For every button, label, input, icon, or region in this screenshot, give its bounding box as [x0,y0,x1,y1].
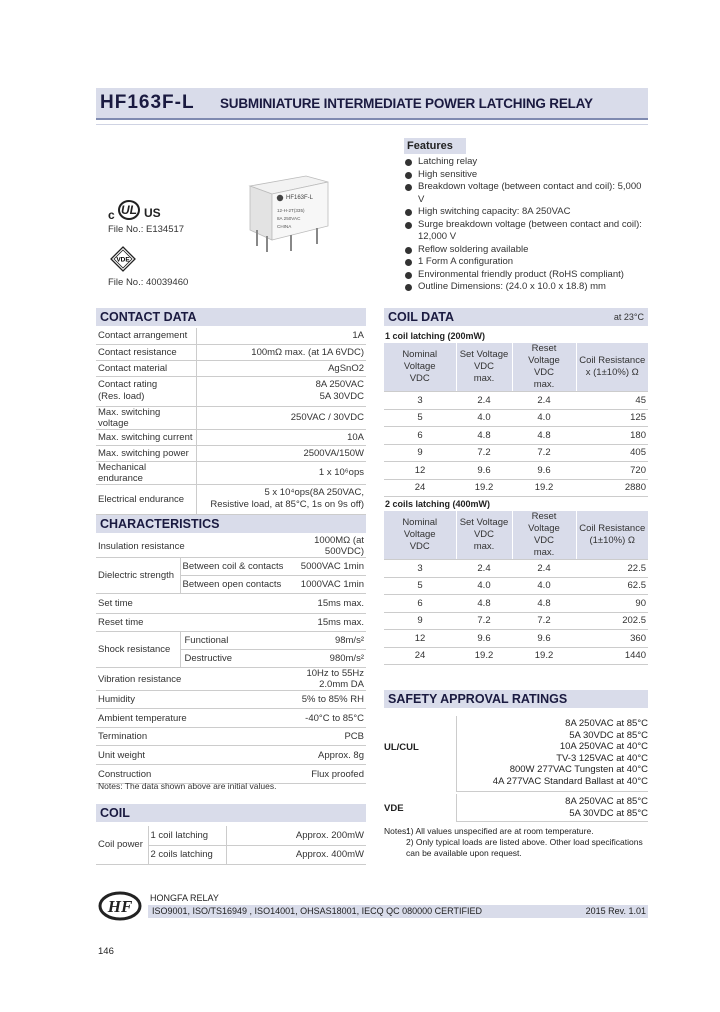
ul-ratings: 8A 250VAC at 85°C 5A 30VDC at 85°C 10A 250VAC at 40°C TV-3 125VAC at 40°C 800W 277VAC Tungsten at 40°C 4A 277VAC Standard Ballast at 40°C [456,716,648,792]
features-list [404,156,648,294]
feature-item: High switching capacity: 8A 250VAC [404,206,648,219]
characteristics-table: Insulation resistance 1000MΩ (at 500VDC) Dielectric strength Between coil & contacts 5000VAC 1min Between open contacts 1000VAC 1min Set time 15ms max. Reset time 15ms max. Shock resistance Functional 98m/s² Destructive 980m/s² Vibration resistance 10Hz to 55Hz 2.0mm DA Humidity 5% to 85% RH Ambient temperature -40°C to 85°C Termination PCB Unit weight Approx. 8g Construction Flux proofed [96,535,366,784]
vde-file-number: File No.: 40039460 [108,277,189,288]
table-row: 9 7.2 7.2 202.5 [384,612,648,630]
relay-label-2: 12-H-2T(335) [277,208,305,213]
relay-label-1: HF163F-L [286,195,314,201]
feature-item: High sensitive [404,169,648,182]
coil-heading: COIL [96,804,366,822]
feature-item: Breakdown voltage (between contact and coil): 5,000 V [404,181,648,206]
model-number: HF163F-L [100,92,195,113]
feature-item: 1 Form A configuration [404,256,648,269]
relay-label-4: CHINA [277,224,292,229]
features-title: Features [404,138,466,154]
two-coil-title: 2 coils latching (400mW) [385,499,491,509]
table-row: 24 19.2 19.2 2880 [384,479,648,497]
feature-item: Surge breakdown voltage (between contact and coil): 12,000 V [404,219,648,244]
table-row: 5 4.0 4.0 125 [384,409,648,427]
table-row: 6 4.8 4.8 180 [384,427,648,445]
table-row: 3 2.4 2.4 45 [384,392,648,410]
table-row: 24 19.2 19.2 1440 [384,647,648,665]
table-row: 3 2.4 2.4 22.5 [384,560,648,578]
table-row: 6 4.8 4.8 90 [384,595,648,613]
company-name: HONGFA RELAY [150,893,219,903]
ul-logo: c UL US [108,198,178,222]
header-divider [96,124,648,125]
table-row: 12 9.6 9.6 360 [384,630,648,648]
footer-revision: 2015 Rev. 1.01 [585,906,646,916]
feature-item: Latching relay [404,156,648,169]
characteristics-note: Notes: The data shown above are initial values. [98,781,277,791]
vde-ratings: 8A 250VAC at 85°C 5A 30VDC at 85°C [456,794,648,822]
hongfa-logo [98,890,146,922]
relay-label-3: 8A 250VAC [277,216,301,221]
page-number: 146 [98,946,114,957]
contact-data-heading: CONTACT DATA [96,308,366,326]
page-title: SUBMINIATURE INTERMEDIATE POWER LATCHING RELAY [220,95,593,111]
table-row: 5 4.0 4.0 62.5 [384,577,648,595]
safety-heading: SAFETY APPROVAL RATINGS [384,690,648,708]
footer-certifications: ISO9001, ISO/TS16949 , ISO14001, OHSAS18001, IECQ QC 080000 CERTIFIED [152,906,483,916]
feature-item: Reflow soldering available [404,244,648,257]
safety-notes: Notes: 1) All values unspecified are at room temperature. 2) Only typical loads are listed above. Other load specifications can be available upon request. [384,826,643,858]
characteristics-heading: CHARACTERISTICS [96,515,366,533]
svg-text:VDE: VDE [116,256,130,264]
coil-data-temperature: at 23°C [613,312,644,322]
vde-label: VDE [384,803,404,814]
relay-photo [246,168,332,258]
ul-cul-label: UL/CUL [384,742,419,753]
one-coil-table: Nominal Voltage VDC Set Voltage VDC max. Reset Voltage VDC max. Coil Resistance x (1±10%) Ω 3 2.4 2.4 45 5 4.0 4.0 125 6 4.8 4.8 180 9 7.2 7.2 405 12 9.6 9.6 720 24 19.2 19.2 2880 [384,343,648,497]
vde-logo [110,246,136,272]
table-row: 9 7.2 7.2 405 [384,444,648,462]
ul-file-number: File No.: E134517 [108,224,185,235]
page-header [96,88,648,120]
feature-item: Outline Dimensions: (24.0 x 10.0 x 18.8) mm [404,281,648,294]
two-coil-table: Nominal Voltage VDC Set Voltage VDC max. Reset Voltage VDC max. Coil Resistance (1±10%) Ω 3 2.4 2.4 22.5 5 4.0 4.0 62.5 6 4.8 4.8 90 9 7.2 7.2 202.5 12 9.6 9.6 360 24 19.2 19.2 1440 [384,511,648,665]
svg-text:HF: HF [107,897,133,916]
coil-data-heading: COIL DATA at 23°C [384,308,648,326]
feature-item: Environmental friendly product (RoHS compliant) [404,269,648,282]
table-row: 12 9.6 9.6 720 [384,462,648,480]
coil-table: Coil power 1 coil latching Approx. 200mW 2 coils latching Approx. 400mW [96,826,366,865]
contact-data-table: Contact arrangement 1A Contact resistance 100mΩ max. (at 1A 6VDC) Contact material AgSnO2 Contact rating (Res. load) 8A 250VAC 5A 30VDC Max. switching voltage 250VAC / 30VDC Max. switching current 10A Max. switching power 2500VA/150W Mechanical endurance 1 x 10⁶ops Electrical endurance 5 x 10⁴ops(8A 250VAC, Resistive load, at 85°C, 1s on 9s off) [96,328,366,515]
one-coil-title: 1 coil latching (200mW) [385,331,486,341]
